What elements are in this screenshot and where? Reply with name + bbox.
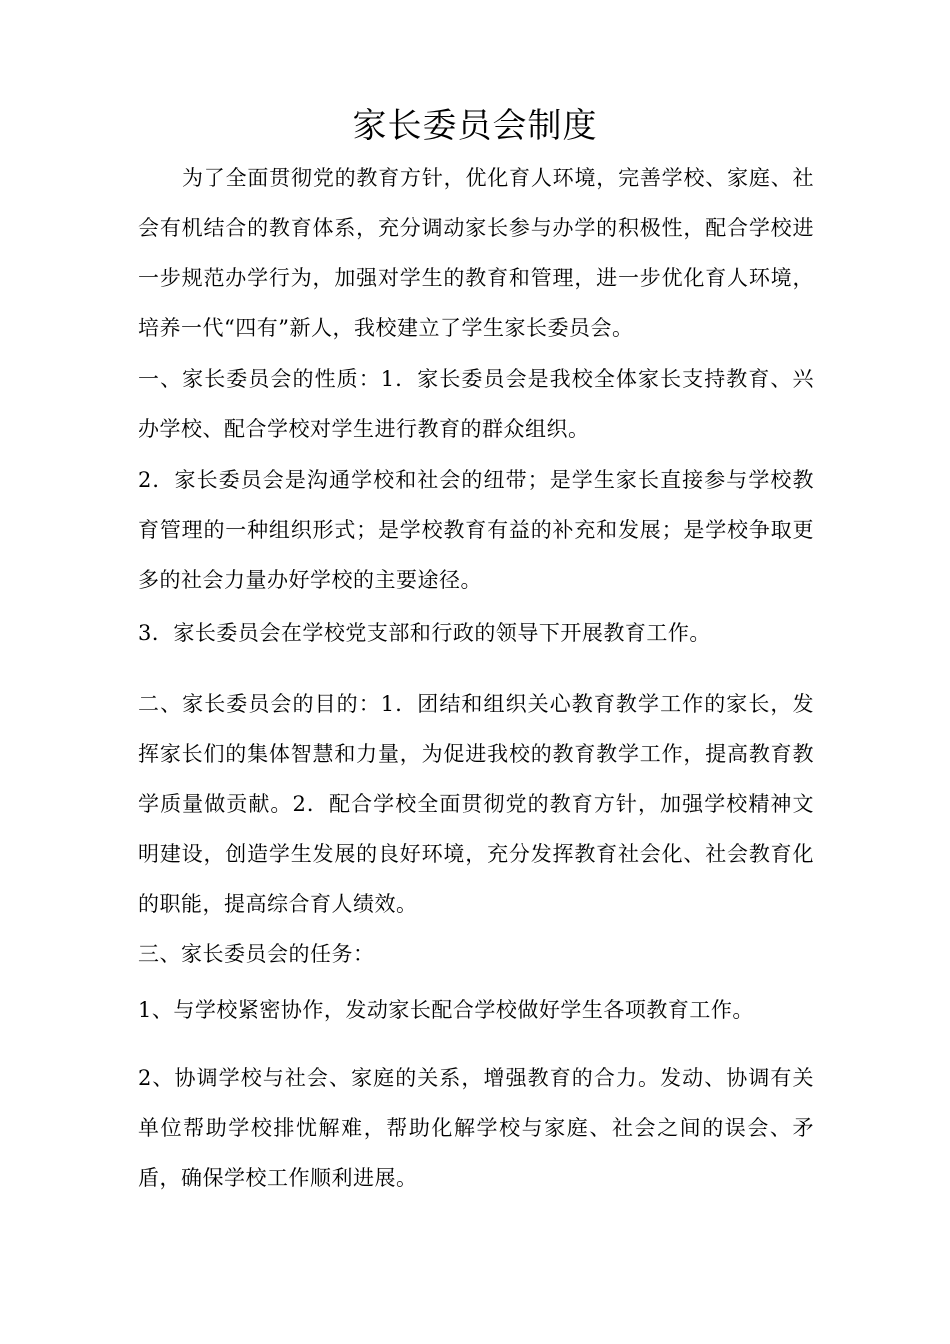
document-title: 家长委员会制度 (352, 107, 598, 145)
section-1-item-3-paragraph: 3．家长委员会在学校党支部和行政的领导下开展教育工作。 (138, 621, 711, 645)
intro-paragraph: 为了全面贯彻党的教育方针，优化育人环境，完善学校、家庭、社会有机结合的教育体系，充分调动家长参与办学的积极性，配合学校进一步规范办学行为，加强对学生的教育和管理，进一步优化育人环境，培养一代“四有”新人，我校建立了学生家长委员会。 (138, 166, 814, 340)
section-3-task-2-paragraph: 2、协调学校与社会、家庭的关系，增强教育的合力。发动、协调有关单位帮助学校排忧解难，帮助化解学校与家庭、社会之间的误会、矛盾，确保学校工作顺利进展。 (138, 1066, 814, 1190)
section-3-task-1-paragraph: 1、与学校紧密协作，发动家长配合学校做好学生各项教育工作。 (138, 998, 754, 1022)
section-1-nature-paragraph: 一、家长委员会的性质：1．家长委员会是我校全体家长支持教育、兴办学校、配合学校对学生进行教育的群众组织。 (138, 367, 814, 441)
section-3-heading: 三、家长委员会的任务： (138, 942, 375, 966)
section-1-item-2-paragraph: 2．家长委员会是沟通学校和社会的纽带；是学生家长直接参与学校教育管理的一种组织形式；是学校教育有益的补充和发展；是学校争取更多的社会力量办好学校的主要途径。 (138, 468, 814, 592)
section-2-purpose-paragraph: 二、家长委员会的目的：1．团结和组织关心教育教学工作的家长，发挥家长们的集体智慧和力量，为促进我校的教育教学工作，提高教育教学质量做贡献。2．配合学校全面贯彻党的教育方针，加强学校精神文明建设，创造学生发展的良好环境，充分发挥教育社会化、社会教育化的职能，提高综合育人绩效。 (138, 692, 814, 916)
